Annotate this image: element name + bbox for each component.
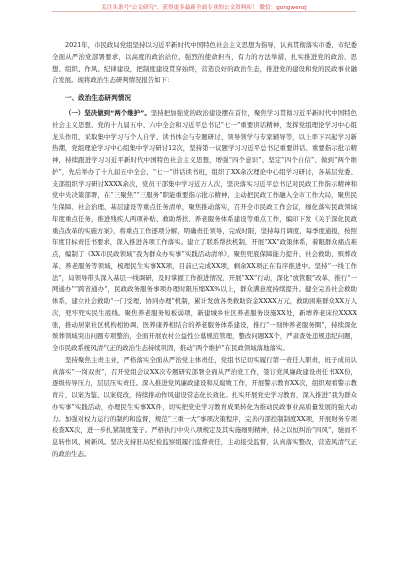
wechat-banner: 关注头条号"公文研究"，获得更多最新全面专业的公文资料库！ 微信：gongwenzj xyxy=(101,5,307,11)
paragraph-1-lead: （一）坚决做到“两个维护”。 xyxy=(65,109,151,117)
paragraph-2: 坚持聚焦主责主业，严格落实全面从严治党主体责任，党组书记切实履行第一责任人职责，班子成员认真落实“一岗双责”，召开党组会议XX次专题研究部署全面从严治党工作，签订党风廉政建设责任书XX份，逐级传导压力，层层压实责任。深入推进党风廉政建设和反腐败工作，开展警示教育XX次，组织观看警示教育片，以案为鉴、以案促改，持续推动作风建设常态化长效化。扎实开展党史学习教育，深入推进“我为群众办实事”实践活动，办理民生实事XX件，切实把党史学习教育成果转化为推动民政事业高质量发展的强大动力。加强对权力运行的制约和监督，规范“三重一大”事项决策程序，完善内部控制制度XX项，开展财务专项检查XX次，进一步扎紧制度笼子。严格执行中央八项规定及其实施细则精神，持之以恒纠治“四风”，驰而不息转作风、树新风。坚决支持驻局纪检监察组履行监督责任，主动接受监督，认真落实整改，营造风清气正的政治生态。 xyxy=(52,355,357,458)
paragraph-1 xyxy=(52,108,357,355)
intro-paragraph: 2021年，市民政局党组坚持以习近平新时代中国特色社会主义思想为指导，认真贯彻落实市委、市纪委全面从严治党部署要求，以高度的政治站位、强烈的使命担当、有力的方法举措，扎实推进党的政治、思想、组织、作风、纪律建设，把制度建设贯穿始终，营造良好的政治生态，推进党的建设和党的民政事业融合发展。现将政治生态研判情况报告如下： xyxy=(52,41,357,85)
document-body xyxy=(52,40,357,461)
section-heading: 一、政治生态研判情况 xyxy=(65,94,131,102)
banner-divider xyxy=(52,11,356,12)
paragraph-1-body: 坚持把加强党的政治建设摆在首位，聚焦学习贯彻习近平新时代中国特色社会主义思想、党的十九届五中、六中全会和习近平总书记“七一”重要讲话精神，发挥党组理论学习中心组龙头作用，采取集中学习与个人自学、读书体会与专题研讨、领导领学与专家辅导等，以上率下兴起学习新热潮，党组理论学习中心组集中学习研讨12次，坚持第一议题学习习近平总书记重要讲话、重要指示批示精神，持续跟进学习习近平新时代中国特色社会主义思想，增强“四个意识”、坚定“四个自信”、做到“两个维护”，先后举办了十九届五中全会、“七一”讲话读书班，组织了XX余次理论中心组学习研讨，各基层党委、支部组织学习研讨XXXX余次，党员干部集中学习近万人次，坚决落实习近平总书记对民政工作指示精神和党中央决策部署，在“三聚焦”“三服务”职能重要指示批示精神，主动把民政工作融入全市工作大局，聚焦民生保障、社会治理、基层建设等重点任务清单，聚焦推动落实，召开全市民政工作会议，细化落实民政领域年度重点任务，推进残疾人两项补贴、救助帮扶、养老服务体系建设等重点工作，编印下发《关于深化民政重点改革的实施方案》，将重点工作逐项分解，明确责任领导、完成时限，坚持每月调度、每季度通报，按照年度目标责任书要求，深入推进各项工作落实。建立了联系帮扶机制，开展“XX”政策体系，着眼群众痛点难点，编制了《XX市民政领域“我为群众办实事”实践活动清单》，聚焦兜底保障能力提升、社会救助、殡葬改革、养老服务等领域，梳理民生实事XX项，目前已完成XX项，剩余XX项正在有序推进中。坚持“一线工作法”，局领导带头深入基层一线调研，及时掌握工作推进情况，开展“XX”行动，深化“放管服”改革，推行“一网通办”“跨省通办”，民政政务服务事项办理时限压缩XX%以上，群众满意度持续提升。健全完善社会救助体系，建立社会救助“一门受理、协同办理”机制，累计发放各类救助资金XXXX万元，救助困难群众XX万人次，兜牢兜实民生底线。聚焦养老服务短板弱项，新建城乡社区养老服务设施XX处，新增养老床位XXXX张，推动居家社区机构相协调、医养康养相结合的养老服务体系建设，推行“一刻钟养老服务圈”，持续深化殡葬领域突出问题专项整治，全面开展农村公益性公墓规范管理，整改问题XX个，严肃查处违规违纪问题，全市民政系统风清气正的政治生态持续巩固，推动“两个维护”在民政领域落地落实。 xyxy=(52,109,357,352)
